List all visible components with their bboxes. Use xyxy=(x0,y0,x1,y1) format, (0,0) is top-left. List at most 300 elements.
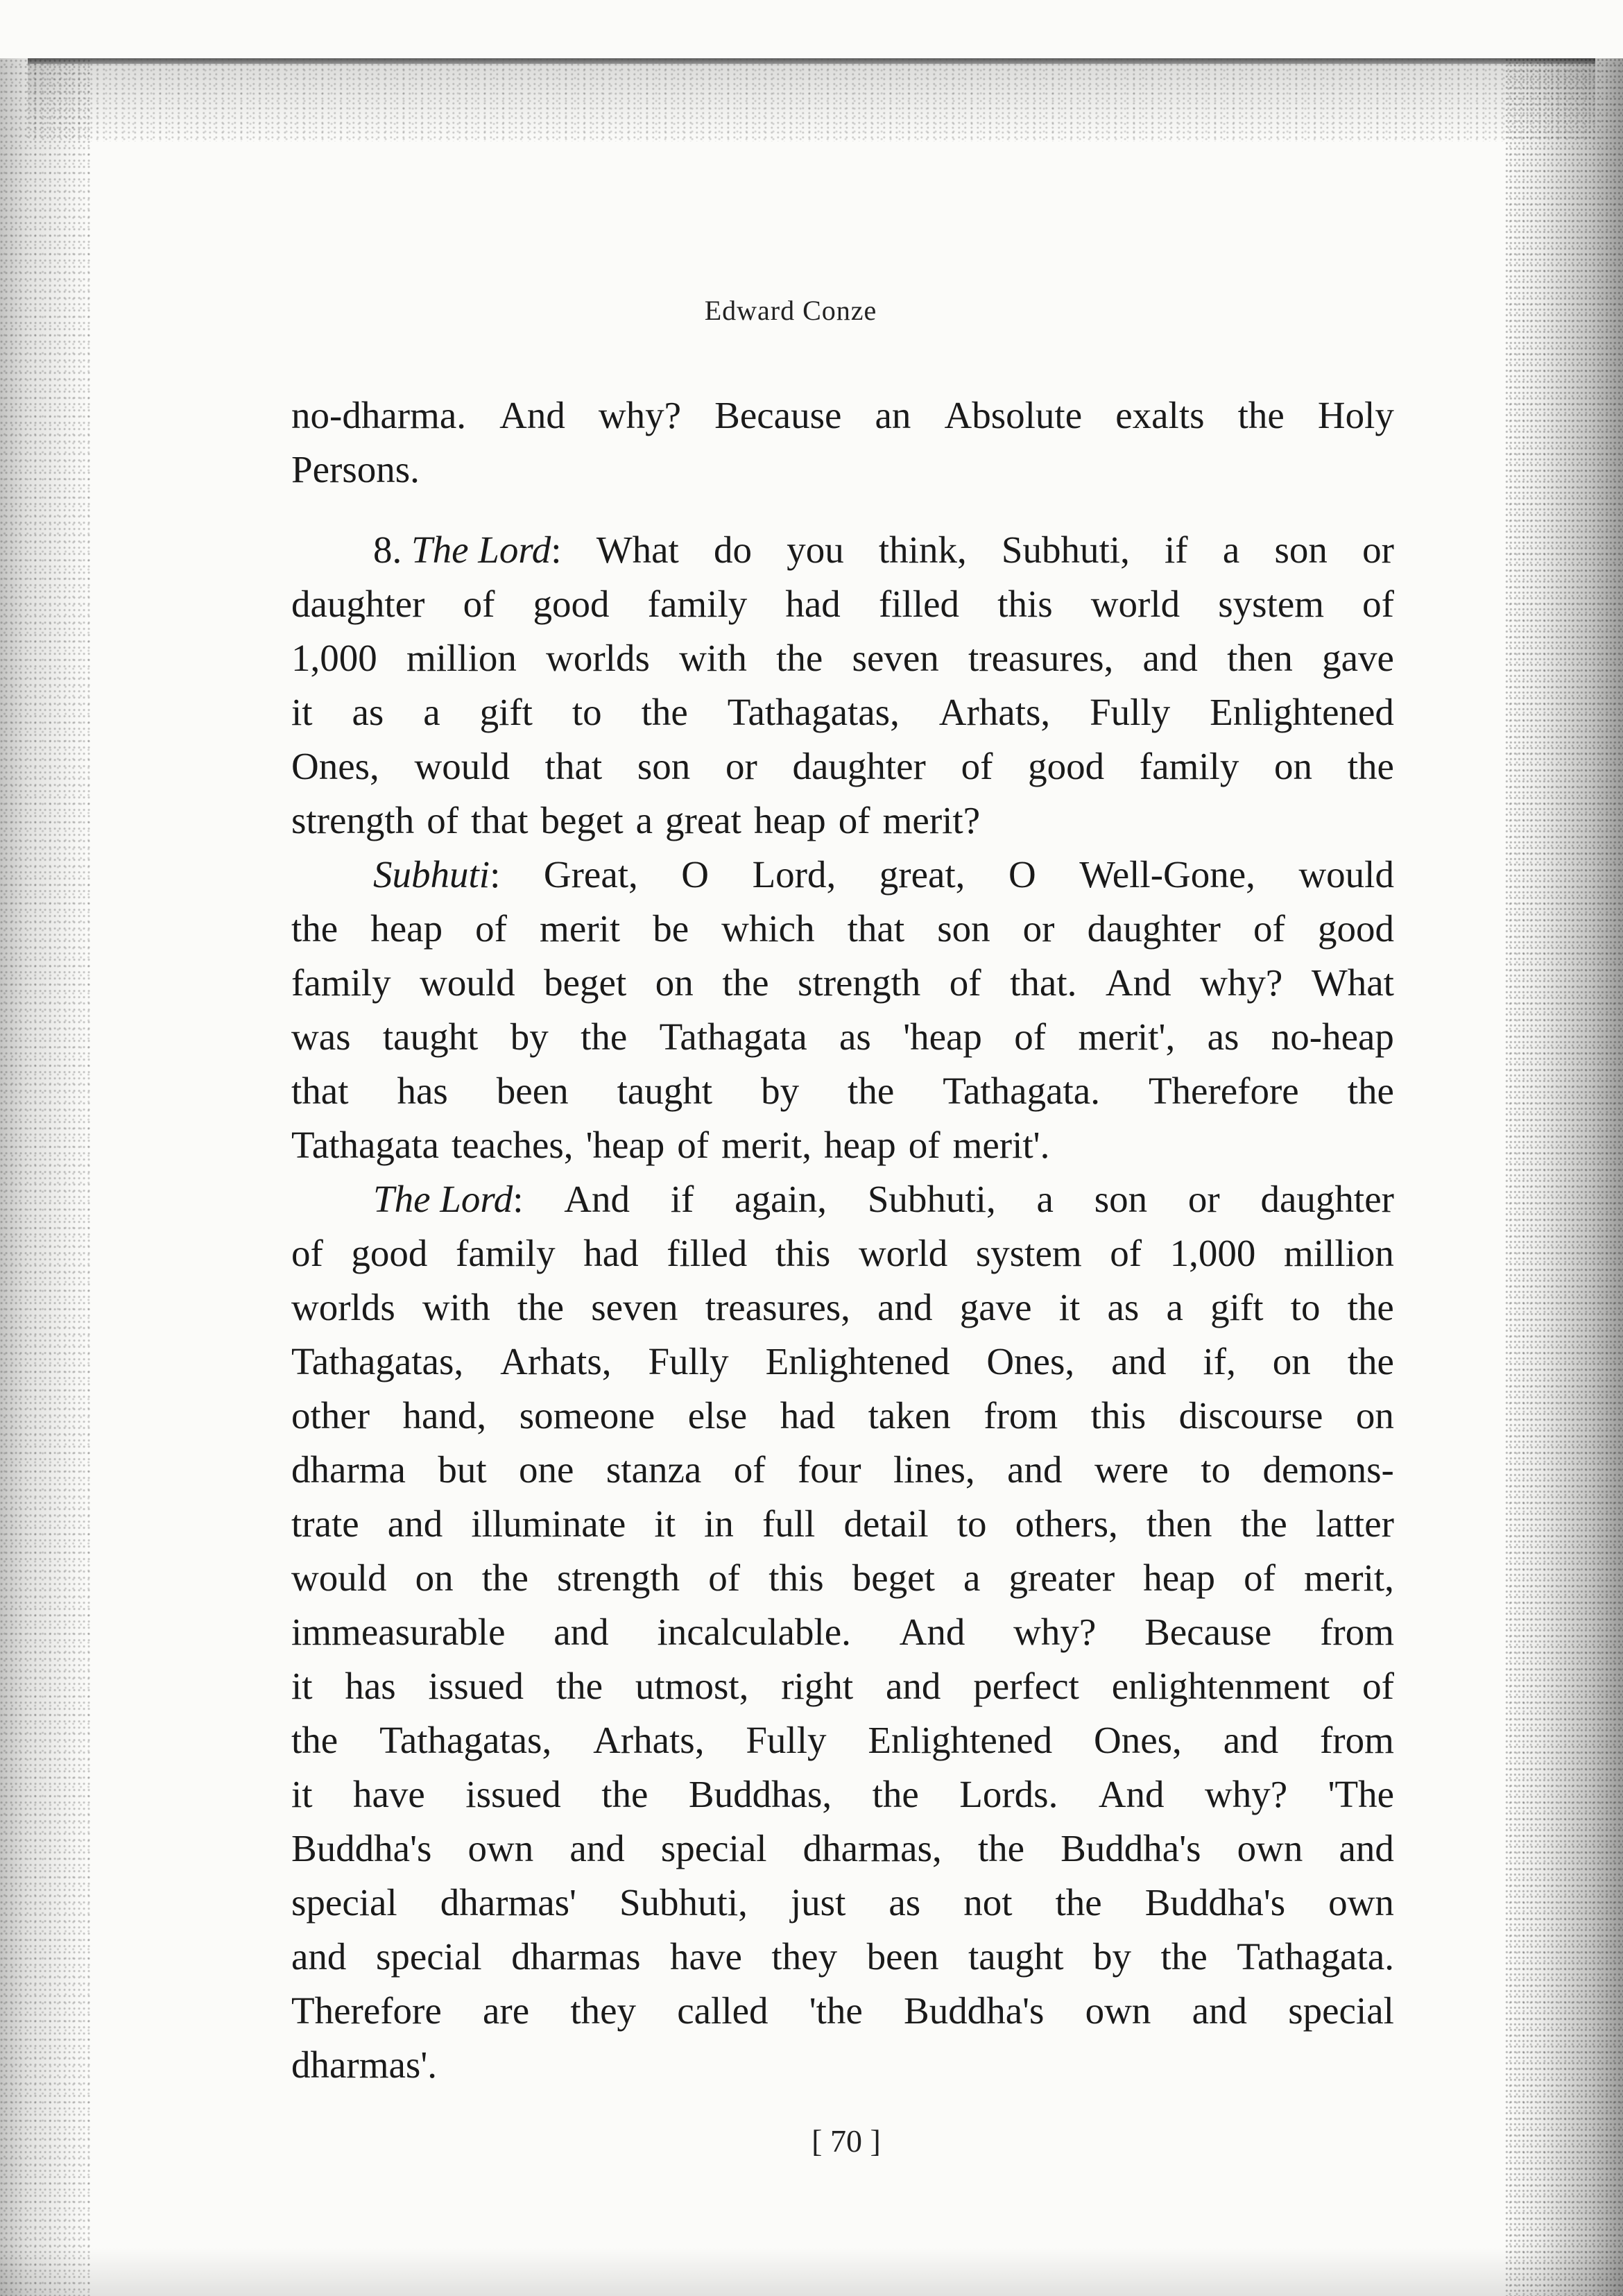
word: Arhats, xyxy=(593,1719,705,1761)
word: O xyxy=(681,853,710,896)
word: merit xyxy=(540,907,621,950)
word: heap xyxy=(753,799,826,841)
word: Arhats, xyxy=(938,691,1051,733)
word: it xyxy=(654,1502,676,1545)
word: one xyxy=(519,1448,574,1491)
word: as xyxy=(888,1881,921,1924)
text-line xyxy=(291,794,1394,848)
word: Ones, xyxy=(986,1340,1075,1382)
word: million xyxy=(406,637,517,679)
word: why? xyxy=(1013,1611,1097,1653)
word: think, xyxy=(878,529,967,571)
word: Subhuti, xyxy=(867,1178,996,1220)
word: Tathagata. xyxy=(943,1070,1100,1112)
word: that xyxy=(544,745,603,787)
word: it xyxy=(291,691,313,733)
word: dharmas'. xyxy=(291,2044,437,2086)
word: Buddha's xyxy=(1060,1827,1201,1869)
text-line xyxy=(291,1280,1394,1335)
word: 'heap xyxy=(585,1124,665,1166)
word: with xyxy=(679,637,747,679)
word: and xyxy=(1339,1827,1394,1869)
word: which xyxy=(721,907,815,950)
word: And xyxy=(1105,961,1171,1004)
word: What xyxy=(1311,961,1394,1004)
word: and xyxy=(569,1827,625,1869)
scan-noise-left xyxy=(0,58,90,2296)
word: or xyxy=(1362,529,1394,571)
word: issued xyxy=(465,1773,561,1815)
word: the xyxy=(601,1773,649,1815)
word: on xyxy=(1355,1394,1394,1437)
word: merit', xyxy=(1078,1016,1176,1058)
word: Well-Gone, xyxy=(1079,853,1255,896)
page-number xyxy=(0,2123,1623,2159)
word: the xyxy=(291,1719,338,1761)
word: daughter xyxy=(792,745,926,787)
word: special xyxy=(660,1827,767,1869)
word: Because xyxy=(714,394,842,436)
word: been xyxy=(496,1070,569,1112)
word: family xyxy=(647,583,748,625)
word: dharmas' xyxy=(440,1881,576,1924)
word: taught xyxy=(617,1070,713,1112)
word: gave xyxy=(1322,637,1394,679)
text-line xyxy=(291,1876,1394,1930)
word: a xyxy=(1222,529,1240,571)
word: by xyxy=(510,1016,549,1058)
word: filled xyxy=(878,583,960,625)
word: by xyxy=(761,1070,800,1112)
text-line xyxy=(291,739,1394,794)
word: the xyxy=(1055,1881,1102,1924)
word: of xyxy=(733,1448,766,1491)
word: then xyxy=(1227,637,1293,679)
word: why? xyxy=(1200,961,1283,1004)
text-line xyxy=(291,388,1394,443)
word: Tathagata xyxy=(291,1124,439,1166)
paragraph-gap xyxy=(291,497,1394,523)
word: dharma xyxy=(291,1448,406,1491)
word: of xyxy=(949,961,981,1004)
word: the xyxy=(1347,1340,1394,1382)
word: it xyxy=(291,1773,313,1815)
word: have xyxy=(353,1773,425,1815)
running-head-text: Edward Conze xyxy=(704,295,877,326)
word: other xyxy=(291,1394,370,1437)
word: And xyxy=(1098,1773,1165,1815)
word: special xyxy=(1288,1989,1394,2032)
text-line xyxy=(291,1984,1394,2038)
word: called xyxy=(677,1989,768,2032)
text-line xyxy=(291,523,1394,577)
word: trate xyxy=(291,1502,359,1545)
word: merit'. xyxy=(952,1124,1050,1166)
word: again, xyxy=(735,1178,827,1220)
word: Tathagata. xyxy=(1237,1935,1394,1978)
word: Buddhas, xyxy=(688,1773,832,1815)
word: of xyxy=(1253,907,1285,950)
word: but xyxy=(438,1448,487,1491)
word: were xyxy=(1094,1448,1169,1491)
word: and xyxy=(1111,1340,1167,1382)
word: Persons. xyxy=(291,448,420,490)
word: has xyxy=(397,1070,448,1112)
text-line xyxy=(291,1497,1394,1551)
word: immeasurable xyxy=(291,1611,506,1653)
word: own xyxy=(1085,1989,1151,2032)
word: a xyxy=(1036,1178,1054,1220)
text-line xyxy=(291,1767,1394,1822)
word: if xyxy=(670,1178,694,1220)
word: seven xyxy=(591,1286,678,1328)
word: and xyxy=(1223,1719,1279,1761)
text-line xyxy=(291,1551,1394,1605)
word: 1,000 xyxy=(1169,1232,1256,1274)
word: Absolute xyxy=(944,394,1083,436)
word: beget xyxy=(544,961,627,1004)
text-line xyxy=(291,848,1394,902)
text-line xyxy=(291,1118,1394,1172)
word: had xyxy=(785,583,841,625)
word: right xyxy=(781,1665,854,1707)
word: enlightenment xyxy=(1111,1665,1330,1707)
word: greater xyxy=(1008,1557,1115,1599)
word: demons- xyxy=(1262,1448,1394,1491)
word: of xyxy=(908,1124,941,1166)
word: Because xyxy=(1144,1611,1272,1653)
word: had xyxy=(780,1394,836,1437)
speaker-name: The Lord xyxy=(373,1178,513,1220)
word: own xyxy=(1237,1827,1303,1869)
word: do xyxy=(714,529,752,571)
word: family xyxy=(1139,745,1239,787)
word: merit, xyxy=(721,1124,812,1166)
word: Subhuti, xyxy=(1001,529,1130,571)
word: of xyxy=(708,1557,741,1599)
word: has xyxy=(345,1665,396,1707)
word: and xyxy=(553,1611,609,1653)
word: heap xyxy=(823,1124,896,1166)
word: and xyxy=(1192,1989,1248,2032)
word: family xyxy=(456,1232,556,1274)
word: have xyxy=(670,1935,742,1978)
word: a xyxy=(423,691,440,733)
word: great xyxy=(665,799,741,841)
scan-noise-bottom xyxy=(0,2247,1623,2296)
word: And xyxy=(564,1178,630,1220)
word: then xyxy=(1146,1502,1212,1545)
word: merit, xyxy=(1304,1557,1394,1599)
word: strength xyxy=(798,961,921,1004)
word: lines, xyxy=(893,1448,975,1491)
word: they xyxy=(570,1989,637,2032)
word: O xyxy=(1008,853,1036,896)
word: was xyxy=(291,1016,351,1058)
word: 1,000 xyxy=(291,637,377,679)
word: dharmas, xyxy=(802,1827,942,1869)
text-line xyxy=(291,1389,1394,1443)
word: good xyxy=(351,1232,428,1274)
word: heap xyxy=(370,907,443,950)
word: illuminate xyxy=(471,1502,626,1545)
word: taught xyxy=(382,1016,479,1058)
word: special xyxy=(375,1935,482,1978)
section-number: 8. xyxy=(373,529,411,571)
word: Tathagatas, xyxy=(379,1719,552,1761)
word: and xyxy=(1007,1448,1063,1491)
word: why? xyxy=(1204,1773,1288,1815)
text-line xyxy=(291,1064,1394,1118)
word: else xyxy=(687,1394,748,1437)
word: would xyxy=(291,1557,387,1599)
word: four xyxy=(797,1448,861,1491)
word: no-heap xyxy=(1271,1016,1394,1058)
word: son xyxy=(1094,1178,1148,1220)
word: that. xyxy=(1010,961,1077,1004)
word: the xyxy=(581,1016,628,1058)
word: 'the xyxy=(809,1989,863,2032)
scan-noise-right xyxy=(1505,58,1623,2296)
word: great, xyxy=(879,853,965,896)
word: gave xyxy=(959,1286,1032,1328)
word: and xyxy=(1142,637,1198,679)
text-line xyxy=(291,1443,1394,1497)
word: on xyxy=(655,961,694,1004)
word: own xyxy=(1328,1881,1394,1924)
word: would xyxy=(1298,853,1394,896)
word: daughter xyxy=(291,583,425,625)
word: beget xyxy=(852,1557,935,1599)
word: the xyxy=(848,1070,895,1112)
word: this xyxy=(1090,1394,1147,1437)
word: the xyxy=(481,1557,529,1599)
word: and xyxy=(877,1286,933,1328)
word: worlds xyxy=(291,1286,395,1328)
word: and xyxy=(291,1935,347,1978)
speaker-label: The Lord: xyxy=(373,1178,524,1220)
word: world xyxy=(858,1232,948,1274)
running-head xyxy=(0,294,1623,327)
word: to xyxy=(1201,1448,1231,1491)
text-line xyxy=(291,1226,1394,1280)
text-line xyxy=(291,1335,1394,1389)
word: or xyxy=(1022,907,1055,950)
text-line xyxy=(291,1713,1394,1767)
word: merit? xyxy=(882,799,981,841)
scan-edge-line xyxy=(28,58,1595,64)
word: good xyxy=(533,583,610,625)
word: been xyxy=(866,1935,939,1978)
text-line xyxy=(291,1930,1394,1984)
word: million xyxy=(1284,1232,1394,1274)
word: worlds xyxy=(546,637,650,679)
word: filled xyxy=(667,1232,748,1274)
word: daughter xyxy=(1260,1178,1394,1220)
word: it xyxy=(291,1665,313,1707)
word: of xyxy=(475,907,507,950)
word: 'heap xyxy=(903,1016,982,1058)
word: Buddha's xyxy=(904,1989,1045,2032)
word: strength xyxy=(556,1557,680,1599)
word: if, xyxy=(1203,1340,1236,1382)
word: good xyxy=(1317,907,1394,950)
word: that xyxy=(291,1070,349,1112)
word: a xyxy=(963,1557,981,1599)
text-line xyxy=(291,1659,1394,1713)
word: Tathagatas, xyxy=(727,691,900,733)
speaker-label: 8. The Lord: xyxy=(373,529,562,571)
text-line xyxy=(291,631,1394,685)
word: family xyxy=(291,961,391,1004)
word: stanza xyxy=(606,1448,702,1491)
word: gift xyxy=(479,691,533,733)
word: the xyxy=(977,1827,1025,1869)
word: the xyxy=(641,691,688,733)
speaker-label: Subhuti: xyxy=(373,853,501,896)
word: daughter xyxy=(1087,907,1221,950)
word: dharmas xyxy=(511,1935,641,1978)
word: discourse xyxy=(1178,1394,1323,1437)
word: as xyxy=(839,1016,871,1058)
word: just xyxy=(790,1881,846,1924)
word: issued xyxy=(428,1665,524,1707)
word: Tathagata xyxy=(659,1016,807,1058)
word: Tathagatas, xyxy=(291,1340,464,1382)
word: the xyxy=(1347,1070,1394,1112)
word: from xyxy=(1319,1719,1394,1761)
word: Arhats, xyxy=(500,1340,612,1382)
word: son xyxy=(937,907,990,950)
word: a xyxy=(1166,1286,1183,1328)
word: in xyxy=(704,1502,734,1545)
word: hand, xyxy=(402,1394,487,1437)
word: of xyxy=(1362,1665,1394,1707)
word: of xyxy=(1110,1232,1142,1274)
word: seven xyxy=(852,637,939,679)
word: the xyxy=(872,1773,919,1815)
word: and xyxy=(885,1665,941,1707)
word: of xyxy=(1244,1557,1276,1599)
text-line xyxy=(291,685,1394,739)
word: the xyxy=(1347,745,1394,787)
word: this xyxy=(768,1557,824,1599)
word: And xyxy=(499,394,565,436)
word: exalts xyxy=(1115,394,1205,436)
word: from xyxy=(984,1394,1058,1437)
word: of xyxy=(463,583,495,625)
word: And xyxy=(899,1611,965,1653)
word: and xyxy=(387,1502,443,1545)
word: detail xyxy=(843,1502,929,1545)
word: son xyxy=(1274,529,1328,571)
word: someone xyxy=(519,1394,655,1437)
word: Lord, xyxy=(752,853,836,896)
word: Great, xyxy=(543,853,638,896)
word: to xyxy=(1290,1286,1321,1328)
word: the xyxy=(1237,394,1285,436)
word: on xyxy=(1274,745,1313,787)
word: Enlightened xyxy=(1210,691,1394,733)
word: Fully xyxy=(1090,691,1171,733)
word: treasures, xyxy=(705,1286,850,1328)
word: you xyxy=(787,529,844,571)
word: the xyxy=(556,1665,603,1707)
word: 'The xyxy=(1328,1773,1394,1815)
word: that xyxy=(471,799,529,841)
word: to xyxy=(956,1502,987,1545)
word: Holy xyxy=(1317,394,1394,436)
word: the xyxy=(291,907,338,950)
word: the xyxy=(1160,1935,1208,1978)
scan-noise-top xyxy=(28,58,1595,142)
word: taught xyxy=(968,1935,1064,1978)
word: this xyxy=(775,1232,831,1274)
word: or xyxy=(1187,1178,1220,1220)
word: not xyxy=(963,1881,1013,1924)
word: no-dharma. xyxy=(291,394,466,436)
word: Buddha's xyxy=(291,1827,432,1869)
word: system xyxy=(975,1232,1082,1274)
word: that xyxy=(847,907,905,950)
word: to xyxy=(572,691,602,733)
word: with xyxy=(422,1286,490,1328)
word: by xyxy=(1093,1935,1132,1978)
word: others, xyxy=(1015,1502,1118,1545)
word: latter xyxy=(1315,1502,1394,1545)
word: the xyxy=(517,1286,565,1328)
word: Enlightened xyxy=(868,1719,1053,1761)
word: utmost, xyxy=(635,1665,749,1707)
body-text xyxy=(291,388,1394,2092)
word: good xyxy=(1028,745,1105,787)
word: had xyxy=(583,1232,639,1274)
text-line xyxy=(291,1172,1394,1226)
word: special xyxy=(291,1881,397,1924)
word: of xyxy=(427,799,459,841)
word: beget xyxy=(540,799,624,841)
word: gift xyxy=(1210,1286,1264,1328)
word: are xyxy=(482,1989,530,2032)
text-line xyxy=(291,1010,1394,1064)
word: Therefore xyxy=(1148,1070,1299,1112)
word: the xyxy=(1240,1502,1287,1545)
word: this xyxy=(997,583,1053,625)
word: of xyxy=(961,745,993,787)
word: of xyxy=(1362,583,1394,625)
word: heap xyxy=(1143,1557,1216,1599)
speaker-name: Subhuti xyxy=(373,853,490,896)
word: son xyxy=(637,745,691,787)
word: as xyxy=(1107,1286,1140,1328)
word: on xyxy=(1272,1340,1311,1382)
word: Fully xyxy=(746,1719,827,1761)
text-line xyxy=(291,577,1394,631)
word: Subhuti, xyxy=(619,1881,748,1924)
text-line xyxy=(291,902,1394,956)
word: a xyxy=(635,799,653,841)
word: it xyxy=(1058,1286,1081,1328)
word: Fully xyxy=(648,1340,729,1382)
word: they xyxy=(771,1935,838,1978)
word: the xyxy=(776,637,823,679)
text-line xyxy=(291,1605,1394,1659)
word: from xyxy=(1320,1611,1394,1653)
word: would xyxy=(420,961,515,1004)
speaker-name: The Lord xyxy=(411,529,551,571)
text-line xyxy=(291,443,1394,497)
word: of xyxy=(291,1232,323,1274)
